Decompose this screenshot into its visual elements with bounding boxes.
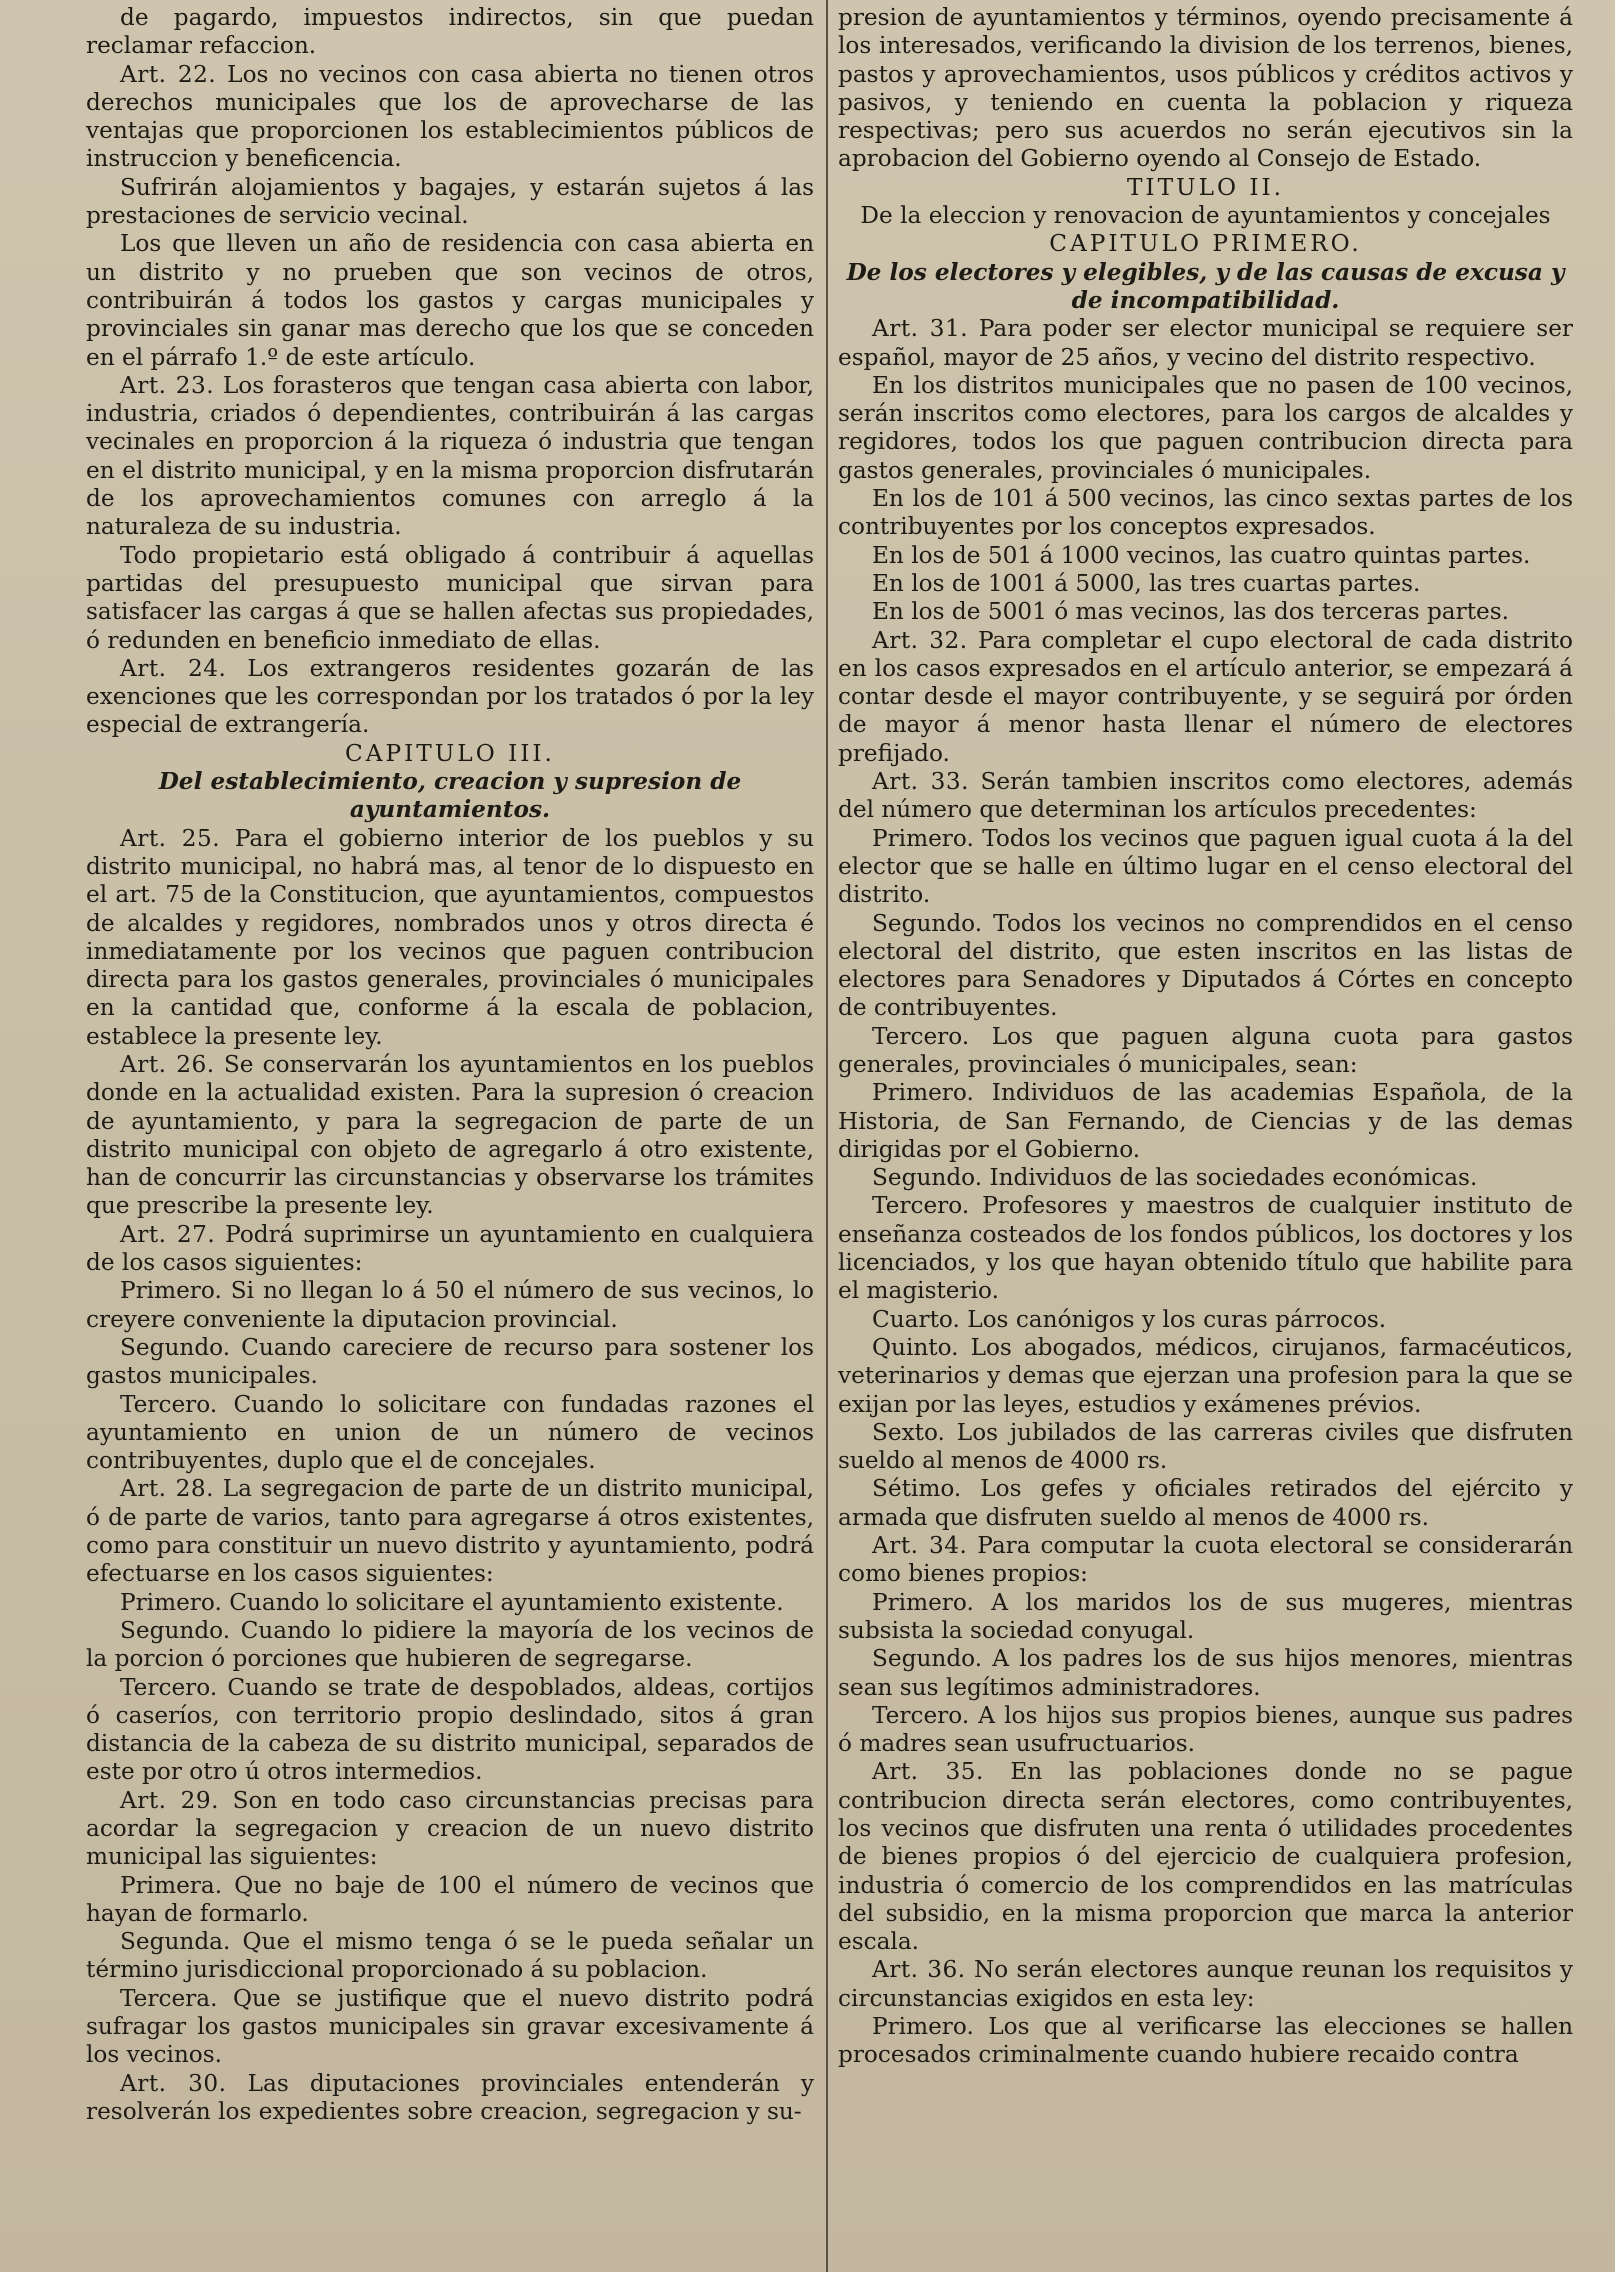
paragraph-text: Primero. Cuando lo solicitare el ayuntamiento existente. xyxy=(120,1588,784,1616)
section-subtitle xyxy=(838,259,1573,316)
paragraph xyxy=(838,372,1573,485)
paragraph xyxy=(86,825,814,1051)
paragraph-text: Podrá suprimirse un ayuntamiento en cualquiera de los casos siguientes: xyxy=(86,1220,815,1277)
paragraph-text: CAPITULO III. xyxy=(345,739,555,767)
paragraph xyxy=(86,1221,814,1278)
paragraph-text: Segundo. Cuando lo pidiere la mayoría de los vecinos de la porcion ó porciones que hubieren de segregarse. xyxy=(86,1616,814,1673)
paragraph xyxy=(86,61,814,174)
paragraph-text: Tercero. Los que paguen alguna cuota para gastos generales, provinciales ó municipales, sean: xyxy=(838,1022,1573,1078)
paragraph-text: Primero. A los maridos los de sus mugeres, mientras subsista la sociedad conyugal. xyxy=(838,1588,1573,1644)
paragraph-text: CAPITULO PRIMERO. xyxy=(1049,230,1362,258)
paragraph-text: Serán tambien inscritos como electores, además del número que determinan los artículos precedentes: xyxy=(838,768,1573,824)
paragraph xyxy=(86,1787,814,1872)
paragraph xyxy=(838,627,1573,768)
paragraph xyxy=(86,542,814,655)
paragraph-text: Tercero. A los hijos sus propios bienes, aunque sus padres ó madres sean usufructuarios. xyxy=(838,1701,1573,1758)
paragraph-text: Tercero. Cuando se trate de despoblados, aldeas, cortijos ó caseríos, con territorio propio deslindado, sitos á gran distancia de la cabeza de su distrito municipal, separados de este por otro ú otros intermedios. xyxy=(86,1673,814,1786)
paragraph xyxy=(86,1617,814,1674)
paragraph xyxy=(838,910,1573,1023)
section-subtitle xyxy=(86,768,814,825)
paragraph xyxy=(86,1928,814,1985)
paragraph-text: Se conservarán los ayuntamientos en los pueblos donde en la actualidad existen. Para la supresion ó creacion de ayuntamiento, y para la segregacion de parte de un distrito municipal con objeto de agregarlo á otro existente, han de concurrir las circunstancias y observarse los trámites que prescribe la presente ley. xyxy=(86,1050,815,1220)
paragraph-text: Los que lleven un año de residencia con casa abierta en un distrito y no prueben que son vecinos de otros, contribuirán á todos los gastos y cargas municipales y provinciales sin ganar mas derecho que los que se conceden en el párrafo 1.º de este artículo. xyxy=(86,230,814,371)
paragraph xyxy=(838,1589,1573,1646)
section-heading xyxy=(838,174,1573,202)
paragraph xyxy=(838,1079,1573,1164)
paragraph-text: Los no vecinos con casa abierta no tienen otros derechos municipales que los de aprovecharse de las ventajas que proporcionen los establecimientos públicos de instruccion y beneficencia. xyxy=(86,60,815,173)
paragraph-text: En los de 101 á 500 vecinos, las cinco sextas partes de los contribuyentes por los conceptos expresados. xyxy=(838,485,1573,541)
paragraph-text: Para completar el cupo electoral de cada distrito en los casos expresados en el artículo anterior, se empezará á contar desde el mayor contribuyente, y se seguirá por órden de mayor á menor hasta llenar el número de electores prefijado. xyxy=(838,626,1574,767)
paragraph-text: Tercera. Que se justifique que el nuevo distrito podrá sufragar los gastos municipales sin gravar excesivamente á los vecinos. xyxy=(86,1984,814,2069)
paragraph xyxy=(838,1164,1573,1192)
paragraph xyxy=(838,1023,1573,1080)
paragraph-text: Sétimo. Los gefes y oficiales retirados del ejército y armada que disfruten sueldo al menos de 4000 rs. xyxy=(838,1475,1573,1531)
paragraph xyxy=(838,542,1573,570)
paragraph-text: Son en todo caso circunstancias precisas para acordar la segregacion y creacion de un nuevo distrito municipal las siguientes: xyxy=(86,1786,814,1871)
section-heading xyxy=(838,230,1573,258)
article-number: Art. 30. xyxy=(120,2069,227,2097)
paragraph xyxy=(86,1475,814,1588)
paragraph-text: Primero. Si no llegan lo á 50 el número de sus vecinos, lo creyere conveniente la diputacion provincial. xyxy=(86,1277,814,1333)
article-number: Art. 34. xyxy=(872,1532,968,1560)
article-number: Art. 28. xyxy=(120,1475,215,1503)
paragraph-text: Tercero. Profesores y maestros de cualquier instituto de enseñanza costeados de los fondos públicos, los doctores y los licenciados, y los que hayan obtenido título que habilite para el magisterio. xyxy=(838,1192,1573,1305)
paragraph-text: Del establecimiento, creacion y supresion de ayuntamientos. xyxy=(158,768,742,824)
paragraph xyxy=(838,4,1573,174)
paragraph xyxy=(838,1532,1573,1589)
paragraph xyxy=(86,1277,814,1334)
article-number: Art. 32. xyxy=(872,626,968,654)
paragraph-text: Primero. Todos los vecinos que paguen igual cuota á la del elector que se halle en último lugar en el censo electoral del distrito. xyxy=(838,824,1573,909)
paragraph-text: Para el gobierno interior de los pueblos y su distrito municipal, no habrá mas, al tenor de lo dispuesto en el art. 75 de la Constitucion, que ayuntamientos, compuestos de alcaldes y regidores, nombrados unos y otros directa é inmediatamente por los vecinos que paguen contribucion directa para los gastos generales, provinciales ó municipales en la cantidad que, conforme á la escala de poblacion, establece la presente ley. xyxy=(86,824,815,1050)
paragraph xyxy=(86,1391,814,1476)
paragraph-text: En las poblaciones donde no se pague contribucion directa serán electores, como contribuyentes, los vecinos que disfruten una renta ó utilidades procedentes de bienes propios ó del ejercicio de cualquiera profesion, industria ó comercio de los comprendidos en las matrículas del subsidio, en la misma proporcion que marca la anterior escala. xyxy=(838,1758,1574,1956)
left-column xyxy=(86,4,814,2272)
paragraph xyxy=(86,1051,814,1221)
article-number: Art. 33. xyxy=(872,768,969,796)
paragraph xyxy=(86,230,814,371)
article-number: Art. 35. xyxy=(872,1758,984,1786)
paragraph-text: En los de 501 á 1000 vecinos, las cuatro quintas partes. xyxy=(872,541,1531,569)
paragraph-text: Sufrirán alojamientos y bagajes, y estarán sujetos á las prestaciones de servicio vecinal. xyxy=(86,173,814,230)
paragraph xyxy=(838,768,1573,825)
paragraph xyxy=(838,485,1573,542)
paragraph-text: Tercero. Cuando lo solicitare con fundadas razones el ayuntamiento en union de un número de vecinos contribuyentes, duplo que el de concejales. xyxy=(86,1390,814,1475)
paragraph-text: Para computar la cuota electoral se considerarán como bienes propios: xyxy=(838,1532,1574,1588)
paragraph-text: No serán electores aunque reunan los requisitos y circunstancias exigidos en esta ley: xyxy=(838,1956,1574,2012)
paragraph xyxy=(838,1334,1573,1419)
paragraph xyxy=(838,1645,1573,1702)
paragraph xyxy=(838,1956,1573,2013)
paragraph xyxy=(838,1475,1573,1532)
paragraph-text: Sexto. Los jubilados de las carreras civiles que disfruten sueldo al menos de 4000 rs. xyxy=(838,1418,1573,1475)
paragraph xyxy=(86,1985,814,2070)
section-heading xyxy=(86,740,814,768)
paragraph-text: Quinto. Los abogados, médicos, cirujanos, farmacéuticos, veterinarios y demas que ejerzan una profesion para la que se exijan por las leyes, estudios y exámenes prévios. xyxy=(838,1333,1573,1418)
paragraph xyxy=(838,2013,1573,2070)
article-number: Art. 26. xyxy=(120,1050,215,1078)
column-divider xyxy=(826,0,828,2272)
paragraph xyxy=(838,1702,1573,1759)
paragraph-text: Para poder ser elector municipal se requiere ser español, mayor de 25 años, y vecino del distrito respectivo. xyxy=(838,315,1574,371)
paragraph-text: TITULO II. xyxy=(1126,173,1285,201)
paragraph-text: Los forasteros que tengan casa abierta con labor, industria, criados ó dependientes, contribuirán á las cargas vecinales en proporcion á la riqueza ó industria que tengan en el distrito municipal, y en la misma proporcion disfrutarán de los aprovechamientos comunes con arreglo á la naturaleza de su industria. xyxy=(86,371,815,541)
paragraph-text: Segundo. A los padres los de sus hijos menores, mientras sean sus legítimos administradores. xyxy=(838,1645,1573,1701)
paragraph-text: Segunda. Que el mismo tenga ó se le pueda señalar un término jurisdiccional proporcionado á su poblacion. xyxy=(86,1928,814,1984)
paragraph-text: En los de 5001 ó mas vecinos, las dos terceras partes. xyxy=(872,598,1510,626)
paragraph xyxy=(86,1589,814,1617)
article-number: Art. 29. xyxy=(120,1786,219,1814)
paragraph-text: Segundo. Todos los vecinos no comprendidos en el censo electoral del distrito, que esten inscritos en las listas de electores para Senadores y Diputados á Córtes en concepto de contribuyentes. xyxy=(838,909,1573,1022)
paragraph xyxy=(86,174,814,231)
paragraph-text: Primera. Que no baje de 100 el número de vecinos que hayan de formarlo. xyxy=(86,1871,814,1927)
article-number: Art. 25. xyxy=(120,824,221,852)
paragraph-text: La segregacion de parte de un distrito municipal, ó de parte de varios, tanto para agregarse á otros existentes, como para constituir un nuevo distrito y ayuntamiento, podrá efectuarse en los casos siguientes: xyxy=(86,1475,814,1588)
paragraph-text: En los de 1001 á 5000, las tres cuartas partes. xyxy=(872,569,1421,597)
paragraph xyxy=(838,1192,1573,1305)
paragraph xyxy=(86,4,814,61)
paragraph-text: De los electores y elegibles, y de las causas de excusa y de incompatibilidad. xyxy=(846,258,1565,314)
paragraph xyxy=(838,1758,1573,1956)
title-subheading xyxy=(838,202,1573,230)
paragraph xyxy=(86,1872,814,1929)
article-number: Art. 23. xyxy=(120,371,215,399)
paragraph xyxy=(838,570,1573,598)
paragraph xyxy=(838,598,1573,626)
paragraph-text: Cuarto. Los canónigos y los curas párrocos. xyxy=(872,1305,1387,1333)
paragraph-text: Primero. Individuos de las academias Española, de la Historia, de San Fernando, de Ciencias y de las demas dirigidas por el Gobierno. xyxy=(838,1079,1573,1163)
article-number: Art. 24. xyxy=(120,654,227,682)
paragraph-text: presion de ayuntamientos y términos, oyendo precisamente á los interesados, verificando la division de los terrenos, bienes, pastos y aprovechamientos, usos públicos y créditos activos y pasivos, y teniendo en cuenta la poblacion y riqueza respectivas; pero sus acuerdos no serán ejecutivos sin la aprobacion del Gobierno oyendo al Consejo de Estado. xyxy=(838,4,1573,173)
article-number: Art. 36. xyxy=(872,1956,966,1984)
paragraph xyxy=(838,1306,1573,1334)
paragraph xyxy=(838,825,1573,910)
paragraph-text: Todo propietario está obligado á contribuir á aquellas partidas del presupuesto municipal que sirvan para satisfacer las cargas á que se hallen afectas sus propiedades, ó redunden en beneficio inmediato de ellas. xyxy=(86,541,814,654)
paragraph-text: de pagardo, impuestos indirectos, sin que puedan reclamar refaccion. xyxy=(86,4,814,60)
paragraph-text: En los distritos municipales que no pasen de 100 vecinos, serán inscritos como electores, para los cargos de alcaldes y regidores, todos los que paguen contribucion directa para gastos generales, provinciales ó municipales. xyxy=(838,371,1573,484)
paragraph xyxy=(86,655,814,740)
paragraph xyxy=(86,1674,814,1787)
paragraph xyxy=(86,1334,814,1391)
paragraph-text: Segundo. Individuos de las sociedades económicas. xyxy=(872,1164,1478,1192)
paragraph xyxy=(86,2070,814,2127)
paragraph xyxy=(86,372,814,542)
paragraph-text: Los extrangeros residentes gozarán de las exenciones que les correspondan por los tratados ó por la ley especial de extrangería. xyxy=(86,654,815,739)
paragraph-text: Primero. Los que al verificarse las elecciones se hallen procesados criminalmente cuando hubiere recaido contra xyxy=(838,2013,1573,2069)
article-number: Art. 22. xyxy=(120,60,217,88)
right-column xyxy=(838,4,1573,2272)
article-number: Art. 31. xyxy=(872,315,969,343)
paragraph-text: Segundo. Cuando careciere de recurso para sostener los gastos municipales. xyxy=(86,1333,814,1390)
paragraph-text: Las diputaciones provinciales entenderán y resolverán los expedientes sobre creacion, segregacion y su- xyxy=(86,2069,814,2125)
paragraph xyxy=(838,1419,1573,1476)
article-number: Art. 27. xyxy=(120,1220,216,1248)
paragraph-text: De la eleccion y renovacion de ayuntamientos y concejales xyxy=(860,202,1551,230)
paragraph xyxy=(838,315,1573,372)
